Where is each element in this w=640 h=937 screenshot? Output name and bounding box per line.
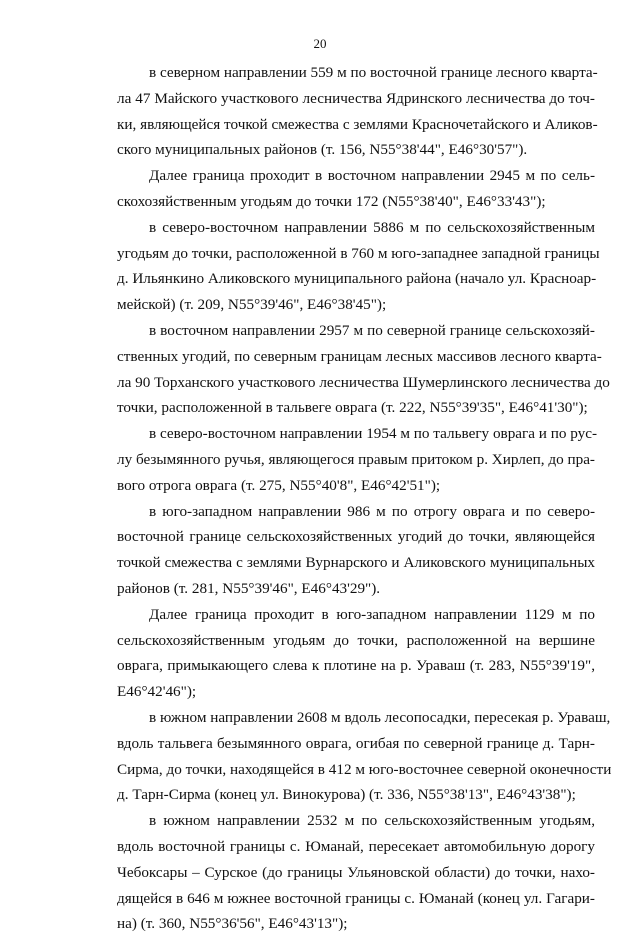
text-line: E46°42'46");	[117, 683, 197, 701]
text-line: ки, являющейся точкой смежества с землями Красночетайского и Аликов-	[117, 115, 598, 133]
text-line: д. Тарн-Сирма (конец ул. Винокурова) (т. 336, N55°38'13", E46°43'38");	[117, 786, 576, 804]
text-line: угодьям до точки, расположенной в 760 м юго-западнее западной границы	[117, 244, 600, 262]
text-line: дящейся в 646 м южнее восточной границы с. Юманай (конец ул. Гагари-	[117, 889, 595, 907]
text-line: Чебоксары – Сурское (до границы Ульяновской области) до точки, нахо-	[117, 863, 595, 881]
text-line: д. Ильянкино Аликовского муниципального района (начало ул. Красноар-	[117, 270, 597, 288]
paragraph	[117, 499, 595, 602]
paragraph	[117, 60, 598, 163]
text-line: Далее граница проходит в восточном направлении 2945 м по сель-	[149, 167, 595, 185]
text-line: мейской) (т. 209, N55°39'46", E46°38'45");	[117, 296, 387, 314]
text-line: ского муниципальных районов (т. 156, N55°38'44", E46°30'57").	[117, 141, 528, 159]
text-line: Далее граница проходит в юго-западном направлении 1129 м по	[149, 605, 595, 623]
paragraph	[117, 808, 595, 937]
text-line: вдоль восточной границы с. Юманай, пересекает автомобильную дорогу	[117, 837, 595, 855]
text-line: точки, расположенной в тальвеге оврага (т. 222, N55°39'35", E46°41'30");	[117, 399, 588, 417]
paragraph	[117, 421, 598, 498]
text-line: Сирма, до точки, находящейся в 412 м юго-восточнее северной оконечности	[117, 760, 612, 778]
text-line: вдоль тальвега безымянного оврага, огибая по северной границе д. Тарн-	[117, 734, 595, 752]
text-line: в восточном направлении 2957 м по северной границе сельскохозяй-	[149, 321, 595, 339]
document-body	[117, 60, 612, 937]
paragraph	[117, 215, 600, 318]
text-line: на) (т. 360, N55°36'56", E46°43'13");	[117, 915, 348, 933]
text-line: скохозяйственным угодьям до точки 172 (N55°38'40", E46°33'43");	[117, 192, 546, 210]
paragraph	[117, 318, 610, 421]
paragraph	[117, 602, 595, 705]
paragraph	[117, 163, 595, 215]
text-line: лу безымянного ручья, являющегося правым притоком р. Хирлеп, до пра-	[117, 450, 595, 468]
text-line: ла 90 Торханского участкового лесничества Шумерлинского лесничества до	[117, 373, 610, 391]
text-line: оврага, примыкающего слева к плотине на р. Ураваш (т. 283, N55°39'19",	[117, 657, 595, 675]
text-line: в юго-западном направлении 986 м по отрогу оврага и по северо-	[149, 502, 595, 520]
page-number: 20	[313, 36, 327, 51]
text-line: районов (т. 281, N55°39'46", E46°43'29").	[117, 579, 381, 597]
text-line: в северо-восточном направлении 1954 м по тальвегу оврага и по рус-	[149, 425, 598, 443]
text-line: восточной границе сельскохозяйственных угодий до точки, являющейся	[117, 528, 595, 546]
text-line: в северном направлении 559 м по восточной границе лесного кварта-	[149, 64, 598, 81]
text-line: в южном направлении 2532 м по сельскохозяйственным угодьям,	[149, 812, 595, 830]
text-line: в южном направлении 2608 м вдоль лесопосадки, пересекая р. Ураваш,	[149, 708, 611, 726]
text-line: сельскохозяйственным угодьям до точки, расположенной на вершине	[117, 631, 595, 649]
text-line: точкой смежества с землями Вурнарского и Аликовского муниципальных	[117, 554, 595, 572]
text-line: в северо-восточном направлении 5886 м по сельскохозяйственным	[149, 218, 595, 236]
paragraph	[117, 705, 612, 808]
text-line: вого отрога оврага (т. 275, N55°40'8", E46°42'51");	[117, 476, 441, 494]
text-line: ственных угодий, по северным границам лесных массивов лесного кварта-	[117, 347, 602, 365]
text-line: ла 47 Майского участкового лесничества Ядринского лесничества до точ-	[117, 89, 595, 107]
